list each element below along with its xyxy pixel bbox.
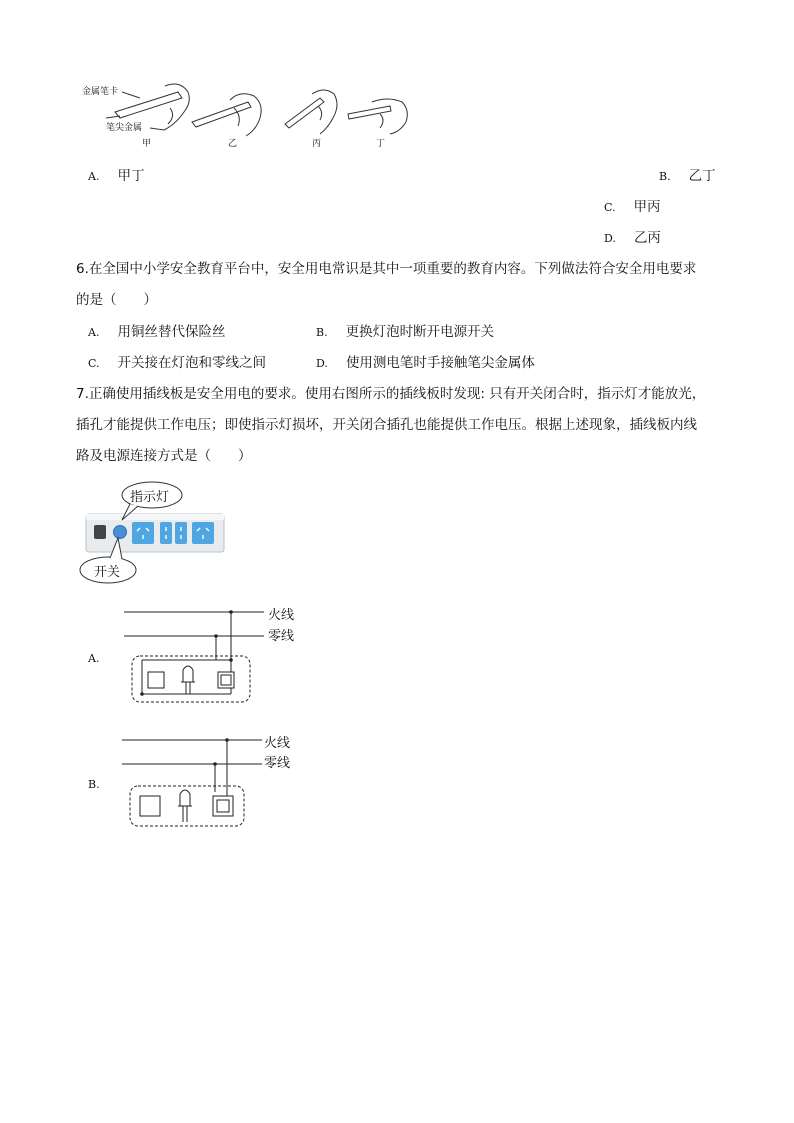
q6-option-b[interactable]: B. 更换灯泡时断开电源开关 — [316, 324, 495, 340]
q7-stem-line2: 插孔才能提供工作电压；即使指示灯损坏，开关闭合插孔也能提供工作电压。根据上述现象，插线板内线 — [76, 417, 697, 433]
q7-option-b-letter[interactable]: B. — [88, 778, 100, 791]
q5-option-d[interactable]: D. 乙丙 — [604, 230, 661, 246]
figure-label-bing: 丙 — [312, 139, 322, 149]
q5-option-c[interactable]: C. 甲丙 — [604, 199, 661, 215]
live-wire-label-b: 火线 — [264, 736, 291, 751]
figure-label-yi: 乙 — [228, 139, 238, 149]
q6-option-d[interactable]: D. 使用测电笔时手接触笔尖金属体 — [316, 355, 535, 371]
q5-option-a[interactable]: A. 甲丁 — [88, 168, 145, 184]
power-strip-figure — [78, 480, 238, 586]
neutral-wire-label-a: 零线 — [268, 629, 295, 644]
q6-stem-line1: 6.在全国中小学安全教育平台中，安全用电常识是其中一项重要的教育内容。下列做法符合安全用电要求 — [76, 261, 697, 277]
neutral-wire-label-b: 零线 — [264, 756, 291, 771]
q7-option-a-letter[interactable]: A. — [88, 652, 100, 665]
pen-tip-metal-label: 笔尖金属 — [106, 123, 143, 133]
q7-option-b-circuit[interactable] — [116, 728, 306, 832]
switch-label: 开关 — [94, 565, 121, 580]
q6-stem-line2: 的是（ ） — [76, 292, 157, 308]
test-pen-grip-illustration — [80, 78, 420, 150]
q5-option-b[interactable]: B. 乙丁 — [659, 168, 716, 184]
figure-label-ding: 丁 — [376, 139, 386, 149]
q6-option-c[interactable]: C. 开关接在灯泡和零线之间 — [88, 355, 267, 371]
q5-figure — [80, 78, 420, 150]
q7-stem-line1: 7.正确使用插线板是安全用电的要求。使用右图所示的插线板时发现: 只有开关闭合时，指示灯才能放光， — [76, 386, 706, 402]
q7-stem-line3: 路及电源连接方式是（ ） — [76, 448, 252, 464]
q7-option-a-circuit[interactable] — [118, 600, 308, 708]
q6-option-a[interactable]: A. 用铜丝替代保险丝 — [88, 324, 226, 340]
live-wire-label-a: 火线 — [268, 608, 295, 623]
metal-clip-label: 金属笔卡 — [82, 87, 119, 97]
figure-label-jia: 甲 — [142, 139, 152, 149]
indicator-light-label: 指示灯 — [130, 490, 170, 505]
